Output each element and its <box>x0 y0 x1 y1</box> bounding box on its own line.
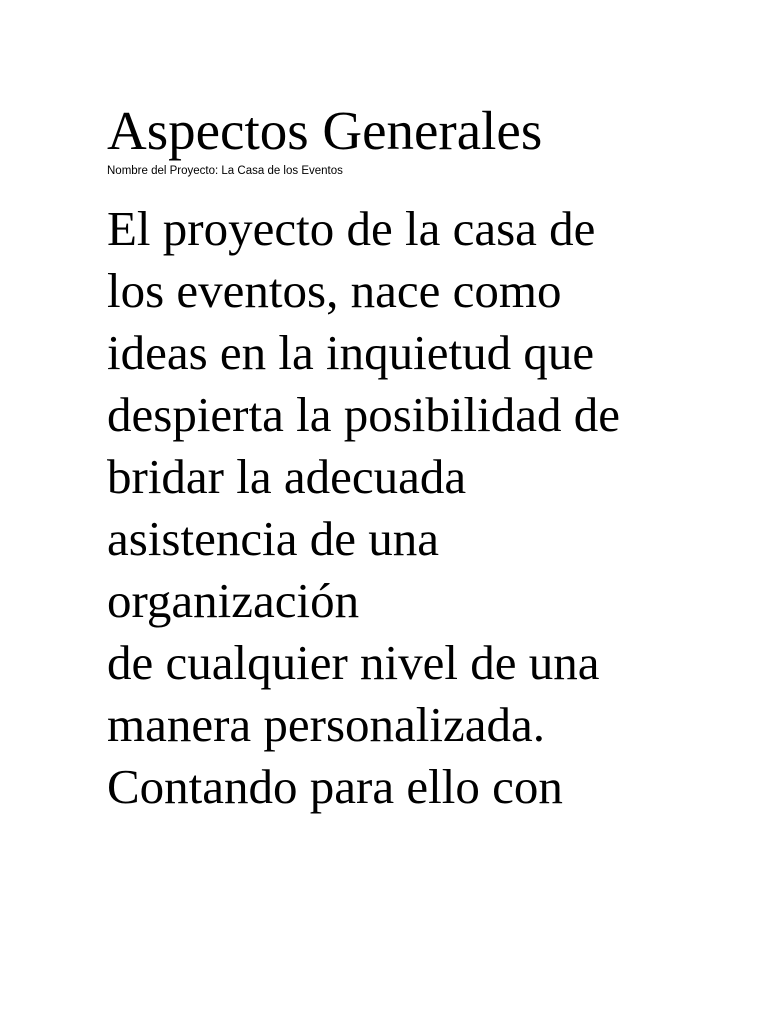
body-line: Contando para ello con <box>107 759 563 814</box>
body-line: El proyecto de la casa de <box>107 201 596 256</box>
project-name-line: Nombre del Proyecto: La Casa de los Eventos <box>107 165 343 177</box>
body-line: manera personalizada. <box>107 697 546 752</box>
body-line: de cualquier nivel de una <box>107 635 600 690</box>
body-line: despierta la posibilidad de <box>107 387 620 442</box>
body-line: organización <box>107 573 360 628</box>
body-line: los eventos, nace como <box>107 263 562 318</box>
section-heading: Aspectos Generales <box>107 100 543 161</box>
body-line: bridar la adecuada <box>107 449 467 504</box>
body-paragraph <box>107 198 707 818</box>
body-line: ideas en la inquietud que <box>107 325 595 380</box>
body-line: asistencia de una <box>107 511 439 566</box>
